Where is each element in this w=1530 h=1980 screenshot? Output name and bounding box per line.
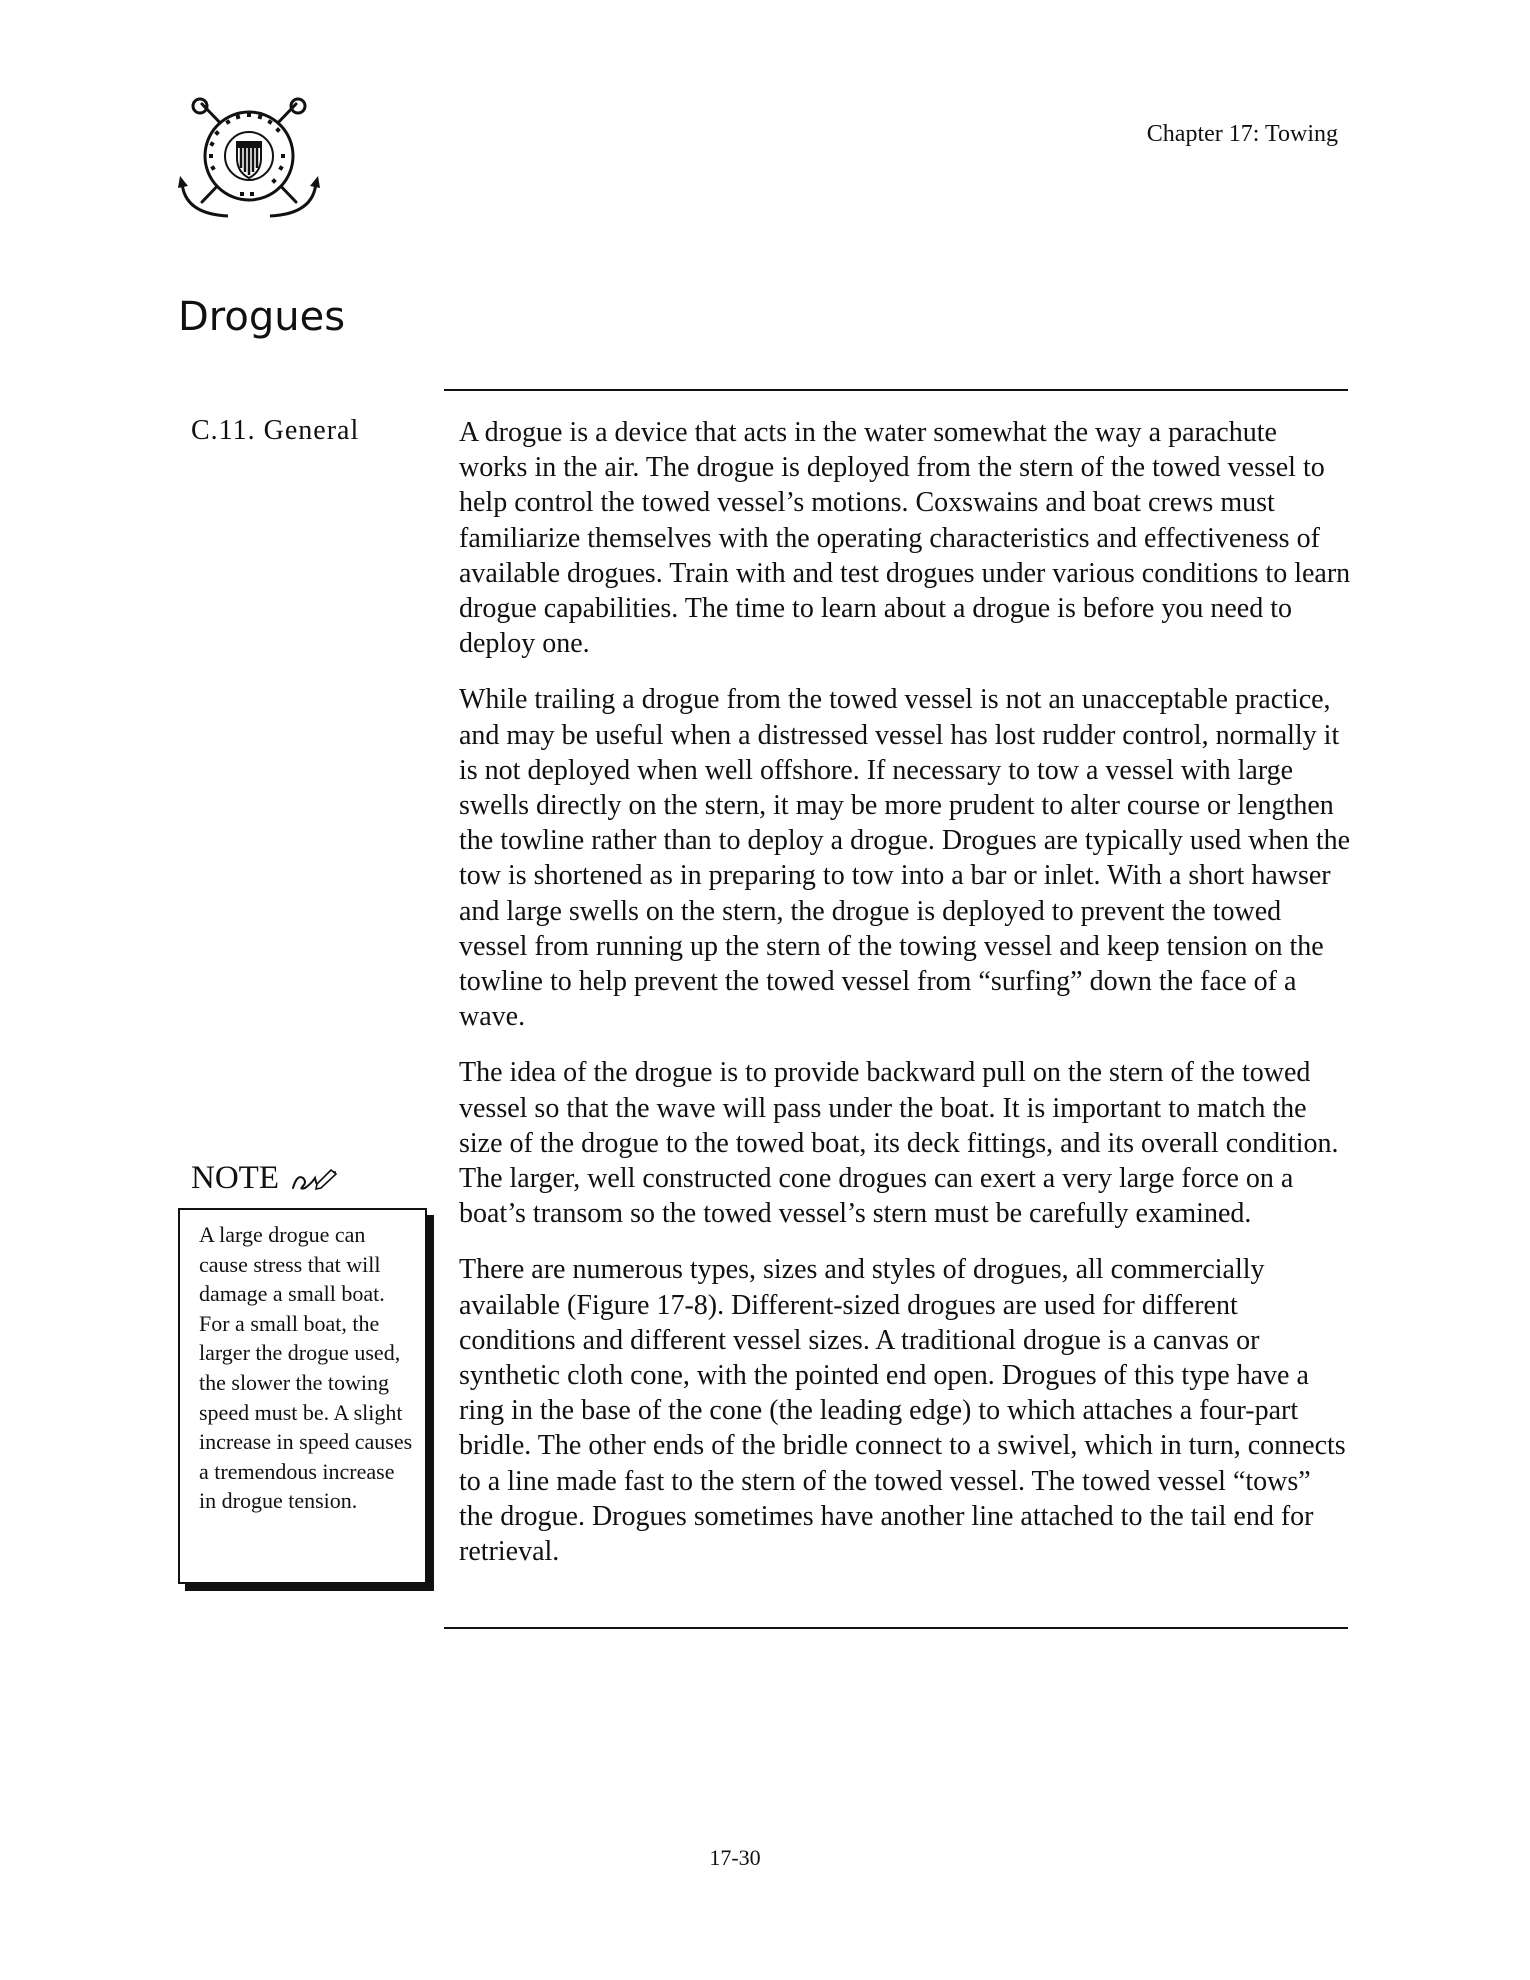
section-label: C.11. General	[191, 415, 360, 446]
body-text	[459, 415, 1351, 1590]
coast-guard-seal-icon	[178, 90, 320, 222]
bottom-divider	[444, 1627, 1348, 1629]
pencil-writing-icon	[291, 1168, 337, 1192]
paragraph: There are numerous types, sizes and styles of drogues, all commercially available (Figure 17-8). Different-sized drogues are used for different conditions and different vessel sizes. A traditional drogue is a canvas or synthetic cloth cone, with the pointed end open. Drogues of this type have a ring in the base of the cone (the leading edge) to which attaches a four-part bridle. The other ends of the bridle connect to a swivel, which in turn, connects to a line made fast to the stern of the towed vessel. The towed vessel “tows” the drogue. Drogues sometimes have another line attached to the tail end for retrieval.	[459, 1254, 1346, 1568]
paragraph: A drogue is a device that acts in the water somewhat the way a parachute works in the air. The drogue is deployed from the stern of the towed vessel to help control the towed vessel’s motions. Coxswains and boat crews must familiarize themselves with the operating characteristics and effectiveness of available drogues. Train with and test drogues under various conditions to learn drogue capabilities. The time to learn about a drogue is before you need to deploy one.	[459, 417, 1351, 660]
running-header: Chapter 17: Towing	[1146, 121, 1338, 147]
note-heading	[191, 1160, 337, 1197]
section-title: Drogues	[178, 294, 346, 340]
page-number: 17-30	[709, 1845, 761, 1870]
paragraph: The idea of the drogue is to provide backward pull on the stern of the towed vessel so that the wave will pass under the boat. It is important to match the size of the drogue to the towed boat, its deck fittings, and its overall condition. The larger, well constructed cone drogues can exert a very large force on a boat’s transom so the towed vessel’s stern must be carefully examined.	[459, 1057, 1339, 1230]
note-box	[178, 1208, 427, 1584]
note-text: A large drogue can cause stress that will damage a small boat. For a small boat, the larger the drogue used, the slower the towing speed must be. A slight increase in speed causes a tremendous increase in drogue tension.	[199, 1222, 413, 1514]
paragraph: While trailing a drogue from the towed vessel is not an unacceptable practice, and may be useful when a distressed vessel has lost rudder control, normally it is not deployed when well offshore. If necessary to tow a vessel with large swells directly on the stern, it may be more prudent to alter course or lengthen the towline rather than to deploy a drogue. Drogues are typically used when the tow is shortened as in preparing to tow into a bar or inlet. With a short hawser and large swells on the stern, the drogue is deployed to prevent the towed vessel from running up the stern of the towing vessel and keep tension on the towline to help prevent the towed vessel from “surfing” down the face of a wave.	[459, 684, 1351, 1033]
top-divider	[444, 389, 1348, 391]
note-heading-label: NOTE	[191, 1160, 279, 1196]
